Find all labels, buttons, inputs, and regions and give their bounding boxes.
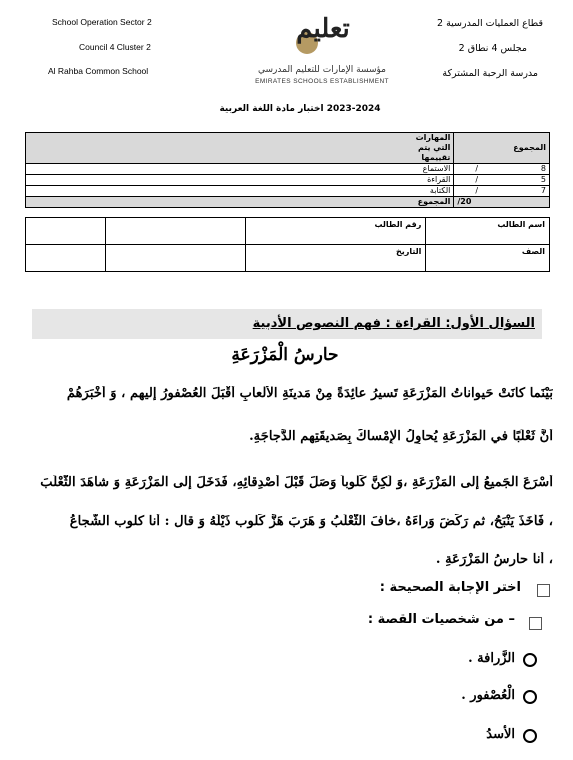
student-number-field[interactable] bbox=[105, 218, 246, 245]
story-title: حارسُ الْمَزْرَعَةِ bbox=[231, 345, 339, 365]
subquestion-checkbox-icon bbox=[529, 617, 542, 630]
date-field[interactable] bbox=[105, 245, 246, 272]
score-listening: 8 / bbox=[454, 164, 550, 175]
header-school-en: Al Rahba Common School bbox=[48, 66, 149, 76]
story-line-5: ، أنا حارسُ الْمَزْرَعَةِ . bbox=[435, 552, 553, 567]
instruction-text: اختر الإجابة الصحيحة : bbox=[379, 580, 521, 595]
ministry-logo bbox=[252, 12, 392, 92]
score-writing: 7 / bbox=[454, 186, 550, 197]
header-council-en: Council 4 Cluster 2 bbox=[79, 42, 151, 52]
instruction-checkbox-icon bbox=[537, 584, 550, 597]
skill-writing: الكتابة bbox=[26, 186, 454, 197]
story-line-2: أَنَّ ثَعْلَبًا في الْمَزْرَعَةِ يُحاوِلُ الْإِمْساكَ بِصَديقَتِهِم الدَّجاجَةِ. bbox=[249, 429, 553, 444]
table-header-blank bbox=[26, 133, 413, 164]
logo-word: تعليم bbox=[296, 14, 350, 44]
story-line-4: ، فَأَخَذَ يَنْبَحُ، ثم رَكَضَ وَراءَهُ ،خافَ الثَّعْلَبُ وَ هَرَبَ هَزَّ كَلوب ذَيْلَهُ وَ قال : أنا كلوب الشُّجاعُ bbox=[69, 514, 553, 529]
story-line-3: أَسْرَعَ الْجَميعُ إلى الْمَزْرَعَةِ ،وَ لَكِنَّ كَلْوباً وَصَلَ قَبْلَ أَصْدِقائِهِ، فَدَخَلَ إلى الْمَزْرَعَةِ وَ شاهَدَ الثَّعْلَبَ bbox=[40, 475, 553, 490]
skill-listening: الاستماع bbox=[26, 164, 454, 175]
logo-arabic-name: مؤسسة الإمارات للتعليم المدرسي bbox=[258, 65, 386, 75]
subquestion-text: – من شخصيات القصة : bbox=[367, 612, 515, 627]
total-value: /20 bbox=[454, 197, 550, 208]
story-line-1: بَيْنَما كانَتْ حَيواناتُ الْمَزْرَعَةِ تَسيرُ عائِدَةً مِنْ مَدينَةِ الْأَلْعابِ أَقْبَلَ الْعُصْفورُ إليهِم ، وَ أَخْبَرَهُمْ bbox=[66, 386, 553, 401]
question-title: السؤال الأول: القراءة : فهم النصوص الأدبية bbox=[252, 316, 535, 331]
option-giraffe-label: الزَّرافة . bbox=[468, 651, 515, 666]
skills-table bbox=[25, 132, 550, 208]
total-label: المجموع bbox=[26, 197, 454, 208]
blank-cell bbox=[26, 218, 106, 245]
header-sector-en: School Operation Sector 2 bbox=[52, 17, 152, 27]
total-header: المجموع bbox=[454, 133, 550, 164]
option-sparrow-radio[interactable] bbox=[523, 690, 537, 704]
header-sector-ar: قطاع العمليات المدرسية 2 bbox=[437, 18, 543, 29]
score-reading: 5 / bbox=[454, 175, 550, 186]
header-school-ar: مدرسة الرحبة المشتركة bbox=[442, 68, 538, 79]
date-label: التاريخ bbox=[246, 245, 426, 272]
logo-english-name: EMIRATES SCHOOLS ESTABLISHMENT bbox=[255, 78, 389, 85]
option-sparrow-label: الْعُصْفور . bbox=[461, 688, 515, 703]
header-council-ar: مجلس 4 نطاق 2 bbox=[458, 43, 527, 54]
student-info-table bbox=[25, 217, 550, 272]
exam-title: 2023-2024 اختبار مادة اللغة العربية bbox=[219, 104, 381, 114]
skills-header: المهارات التي يتم تقييمها bbox=[413, 133, 454, 164]
blank-cell bbox=[26, 245, 106, 272]
class-label: الصف bbox=[426, 245, 550, 272]
student-name-label: اسم الطالب bbox=[426, 218, 550, 245]
option-lion-radio[interactable] bbox=[523, 729, 537, 743]
skill-reading: القراءة bbox=[26, 175, 454, 186]
student-number-label: رقم الطالب bbox=[246, 218, 426, 245]
option-lion-label: الأسدُ bbox=[486, 727, 515, 742]
option-giraffe-radio[interactable] bbox=[523, 653, 537, 667]
